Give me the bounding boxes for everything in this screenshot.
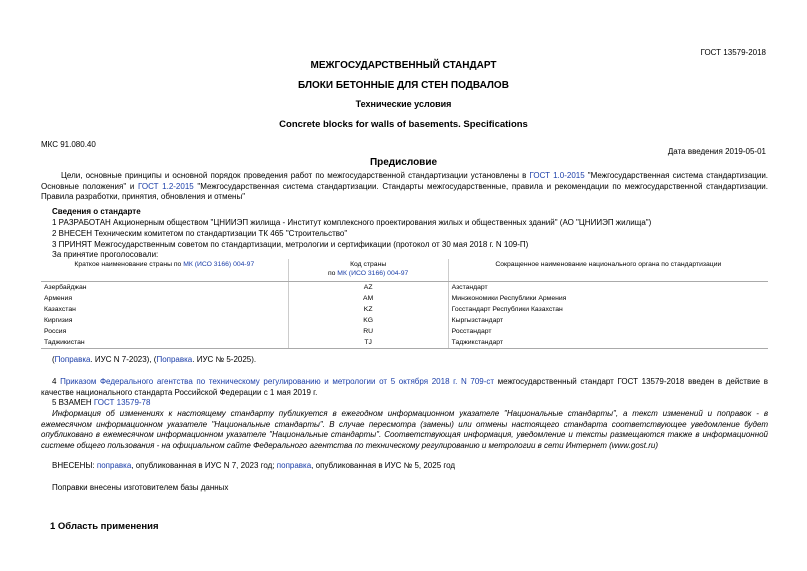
gost-13579-78-link[interactable]: ГОСТ 13579-78 xyxy=(93,398,151,407)
document-title: БЛОКИ БЕТОННЫЕ ДЛЯ СТЕН ПОДВАЛОВ xyxy=(298,80,509,91)
section-heading: 1 Область применения xyxy=(50,521,159,532)
countries-table xyxy=(41,259,768,349)
mk-iso-link[interactable]: МК (ИСО 3166) 004-97 xyxy=(183,261,255,268)
gost-1-2-link[interactable]: ГОСТ 1.2-2015 xyxy=(137,181,194,191)
table-row: Казахстан KZ Госстандарт Республики Казахстан xyxy=(41,304,768,315)
preface-paragraph: Цели, основные принципы и основной порядок проведения работ по межгосударственной стандартизации установлены в ГОСТ 1.0-2015 "Межгосударственная система стандартизации. Основные положения" и ГОСТ 1.2-2015 "Межгосударственная система стандартизации. Стандарты межгосударственные, правила и рекомендации по межгосударственной стандартизации. Правила разработки, принятия, обновления и отмены" xyxy=(41,171,769,201)
amendments-line: (Поправка. ИУС N 7-2023), (Поправка. ИУС № 5-2025). xyxy=(52,355,257,364)
standard-info-heading: Сведения о стандарте xyxy=(52,207,141,216)
item-4: 4 Приказом Федерального агентства по техническому регулированию и метрологии от 5 октября 2018 г. N 709-ст межгосударственный стандарт ГОСТ 13579-2018 введен в действие в качестве национального стандарта Российской Федерации с 1 мая 2019 г. xyxy=(41,377,769,397)
document-subtitle: Технические условия xyxy=(355,99,452,109)
gost-1-0-link[interactable]: ГОСТ 1.0-2015 xyxy=(529,171,585,180)
manufacturer-note: Поправки внесены изготовителем базы данных xyxy=(52,483,229,492)
mk-iso-link[interactable]: МК (ИСО 3166) 004-97 xyxy=(337,269,409,277)
amendment-link[interactable]: поправка xyxy=(276,461,312,470)
document-code: ГОСТ 13579-2018 xyxy=(700,48,766,57)
intro-date: Дата введения 2019-05-01 xyxy=(667,147,766,156)
table-row: Киргизия KG Кыргызстандарт xyxy=(41,315,768,326)
preface-heading: Предисловие xyxy=(369,157,438,168)
table-row: Азербайджан AZ Азстандарт xyxy=(41,282,768,294)
item-5: 5 ВЗАМЕН ГОСТ 13579-78 xyxy=(52,398,151,407)
item-1: 1 РАЗРАБОТАН Акционерным обществом "ЦНИИЭП жилища - Институт комплексного проектирования жилых и общественных зданий" (АО "ЦНИИЭП жилища") xyxy=(52,218,652,227)
included-amendments: ВНЕСЕНЫ: поправка, опубликованная в ИУС N 7, 2023 год; поправка, опубликованная в ИУС № 5, 2025 год xyxy=(52,461,456,470)
item-3: 3 ПРИНЯТ Межгосударственным советом по стандартизации, метрологии и сертификации (протокол от 30 мая 2018 г. N 109-П) xyxy=(52,240,529,249)
column-header-body: Сокращенное наименование национального органа по стандартизации xyxy=(448,259,768,282)
column-header-code: Код страны по МК (ИСО 3166) 004-97 xyxy=(288,259,448,282)
mks-code: МКС 91.080.40 xyxy=(41,140,96,149)
item-2: 2 ВНЕСЕН Техническим комитетом по стандартизации ТК 465 "Строительство" xyxy=(52,229,348,238)
amendment-link[interactable]: Поправка xyxy=(54,355,91,364)
table-row: Таджикистан TJ Таджикстандарт xyxy=(41,337,768,349)
amendment-link[interactable]: Поправка xyxy=(156,355,193,364)
voted-label: За принятие проголосовали: xyxy=(52,250,159,259)
change-info-paragraph: Информация об изменениях к настоящему стандарту публикуется в ежегодном информационном указателе "Национальные стандарты", а текст изменений и поправок - в ежемесячном информационном указателе "Национальные стандарты". В случае пересмотра (замены) или отмены настоящего стандарта соответствующее уведомление будет опубликовано в ежемесячном информационном указателе "Национальные стандарты". Соответствующая информация, уведомление и тексты размещаются также в информационной системе общего пользования - на официальном сайте Федерального агентства по техническому регулированию и метрологии в сети Интернет (www.gost.ru) xyxy=(41,409,768,450)
table-row: Россия RU Росстандарт xyxy=(41,326,768,337)
table-row: Армения AM Минэкономики Республики Армения xyxy=(41,293,768,304)
amendment-link[interactable]: поправка xyxy=(96,461,132,470)
order-link[interactable]: Приказом Федерального агентства по техническому регулированию и метрологии от 5 октября 2018 г. N 709-ст xyxy=(60,377,495,386)
column-header-country: Краткое наименование страны по МК (ИСО 3166) 004-97 xyxy=(41,259,288,282)
document-title-english: Concrete blocks for walls of basements. Specifications xyxy=(279,119,528,130)
standard-type: МЕЖГОСУДАРСТВЕННЫЙ СТАНДАРТ xyxy=(310,60,497,71)
